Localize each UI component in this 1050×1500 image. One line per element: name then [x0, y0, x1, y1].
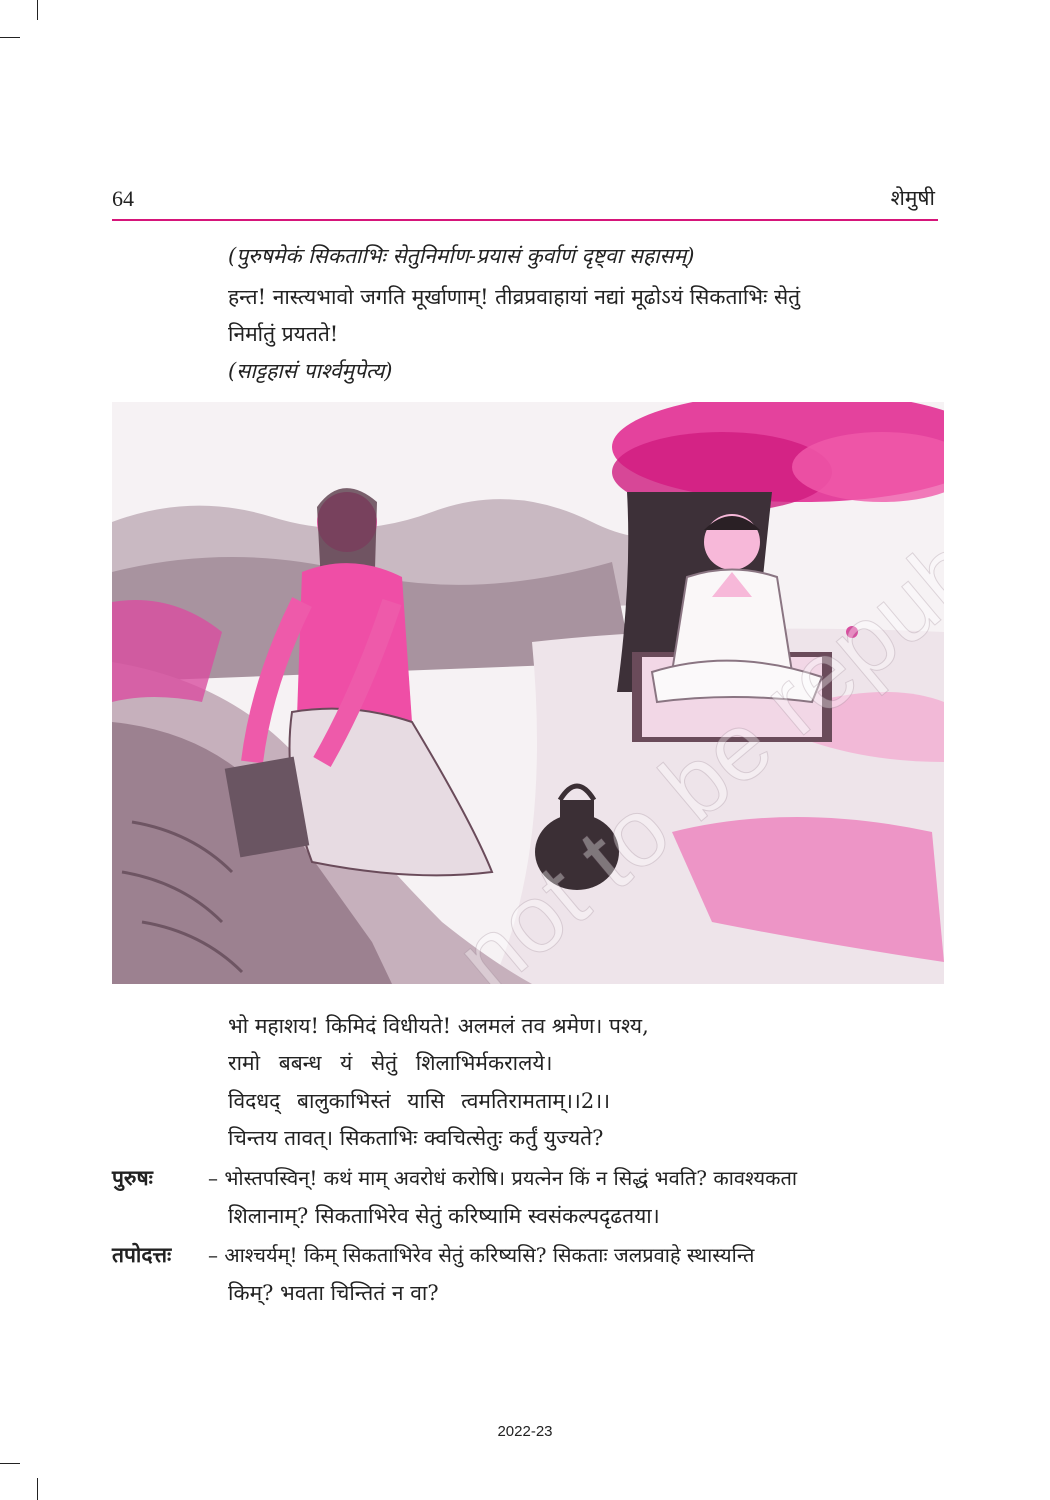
speaker-name: तपोदत्तः — [112, 1242, 172, 1267]
footer-year: 2022-23 — [497, 1423, 553, 1440]
speaker-name: पुरुषः — [112, 1165, 153, 1190]
dialogue-line: भो महाशय! किमिदं विधीयते! अलमलं तव श्रमेण। पश्य, — [228, 1014, 649, 1038]
crop-mark — [37, 1478, 38, 1500]
page-number: 64 — [112, 186, 134, 211]
crop-mark — [0, 1463, 20, 1464]
dialogue-line: किम्? भवता चिन्तितं न वा? — [228, 1281, 439, 1305]
crop-mark — [37, 0, 38, 20]
river-illustration — [112, 402, 944, 984]
dialogue-line: चिन्तय तावत्। सिकताभिः क्वचित्सेतुः कर्तुं युज्यते? — [228, 1126, 604, 1150]
stage-direction: (पुरुषमेकं सिकताभिः सेतुनिर्माण-प्रयासं कुर्वाणं दृष्ट्वा सहासम्) — [228, 244, 695, 268]
verse-line: विदधद् बालुकाभिस्तं यासि त्वमतिरामताम्।।2।। — [228, 1089, 611, 1113]
verse-line: रामो बबन्ध यं सेतुं शिलाभिर्मकरालये। — [228, 1051, 553, 1075]
illustration-art — [112, 402, 944, 984]
book-title: शेमुषी — [890, 186, 935, 210]
header-rule — [112, 219, 938, 221]
crop-mark — [0, 37, 20, 38]
dialogue-line: – भोस्तपस्विन्! कथं माम् अवरोधं करोषि। प्रयत्नेन किं न सिद्धं भवति? कावश्यकता — [208, 1166, 798, 1190]
dialogue-line: हन्त! नास्त्यभावो जगति मूर्खाणाम्! तीव्रप्रवाहायां नद्यां मूढोऽयं सिकताभिः सेतुं — [228, 285, 801, 309]
watermark: not to be — [436, 690, 792, 984]
dialogue-line: शिलानाम्? सिकताभिरेव सेतुं करिष्यामि स्वसंकल्पदृढतया। — [228, 1204, 660, 1228]
dialogue-line: – आश्चर्यम्! किम् सिकताभिरेव सेतुं करिष्यसि? सिकताः जलप्रवाहे स्थास्यन्ति — [208, 1243, 755, 1267]
stage-direction: (साट्टहासं पार्श्वमुपेत्य) — [228, 359, 393, 383]
dialogue-line: निर्मातुं प्रयतते! — [228, 322, 339, 346]
